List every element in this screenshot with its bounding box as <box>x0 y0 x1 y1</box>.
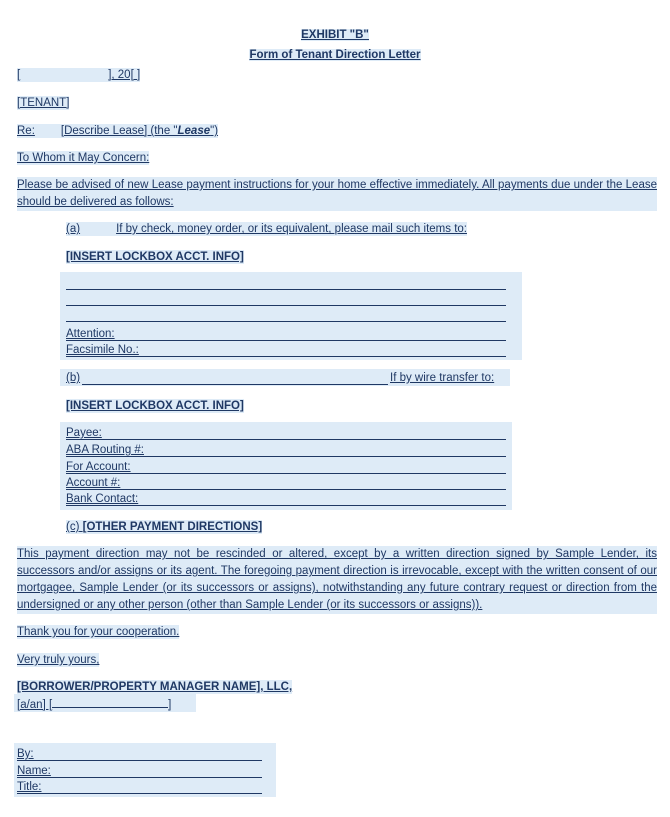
blank-line-1 <box>66 289 506 290</box>
aba-routing-label: ABA Routing #: <box>66 444 144 456</box>
title-label: Title: <box>17 781 42 793</box>
for-account-line <box>66 473 506 474</box>
signatory-name: [BORROWER/PROPERTY MANAGER NAME], LLC, <box>17 681 293 693</box>
option-a-label: (a) <box>66 223 81 235</box>
date-suffix: ], 20[ ] <box>108 69 141 81</box>
option-b-blank <box>82 384 388 385</box>
closing-line: Very truly yours, <box>17 654 100 666</box>
bank-contact-line <box>66 505 506 506</box>
facsimile-label: Facsimile No.: <box>66 344 139 356</box>
attention-line <box>66 340 506 341</box>
facsimile-line <box>66 356 506 357</box>
blank-line-2 <box>66 305 506 306</box>
name-line <box>17 777 262 778</box>
signature-shade <box>14 743 276 797</box>
option-a-lockbox: [INSERT LOCKBOX ACCT. INFO] <box>66 251 244 263</box>
payee-label: Payee: <box>66 427 102 439</box>
re-text-suffix: ") <box>210 125 219 137</box>
by-line <box>17 760 262 761</box>
date-line <box>17 68 140 82</box>
re-text-prefix: [Describe Lease] (the " <box>60 125 178 137</box>
entity-type-line <box>17 697 171 712</box>
form-title: Form of Tenant Direction Letter <box>249 49 421 61</box>
date-open-bracket: [ <box>17 69 21 81</box>
re-line <box>17 124 218 138</box>
option-a-line <box>66 222 467 236</box>
blank-line-3 <box>66 321 506 322</box>
option-b-lockbox: [INSERT LOCKBOX ACCT. INFO] <box>66 400 244 412</box>
title-line <box>17 793 262 794</box>
exhibit-title: EXHIBIT "B" <box>301 29 369 41</box>
name-label: Name: <box>17 765 51 777</box>
by-label: By: <box>17 748 34 760</box>
payee-line <box>66 439 506 440</box>
body-paragraph: This payment direction may not be rescinded or altered, except by a written direction signed by Sample Lender, its successors and/or assigns or its agent. The foregoing payment direction is irrevocable, except with the written consent of our mortgagee, Sample Lender (or its successors or assigns), notwithstanding any future contrary request or direction from the undersigned or any other person (other than Sample Lender (or its successors or assigns)). <box>17 546 657 614</box>
attention-label: Attention: <box>66 328 115 340</box>
tenant-placeholder: [TENANT] <box>17 97 70 109</box>
option-b-label: (b) <box>66 372 81 384</box>
option-c-line <box>66 520 262 534</box>
account-number-line <box>66 489 506 490</box>
re-label: Re: <box>17 125 35 137</box>
entity-type-suffix: ] <box>168 699 172 711</box>
account-number-label: Account #: <box>66 477 121 489</box>
option-b-text: If by wire transfer to: <box>390 372 495 384</box>
for-account-label: For Account: <box>66 461 131 473</box>
salutation: To Whom it May Concern: <box>17 152 150 164</box>
thanks-line: Thank you for your cooperation. <box>17 626 180 638</box>
option-c-label: (c) <box>66 521 80 533</box>
bank-contact-label: Bank Contact: <box>66 493 139 505</box>
intro-paragraph: Please be advised of new Lease payment instructions for your home effective immediately. All payments due under the Lease should be delivered as follows: <box>17 177 657 211</box>
option-c-text: [OTHER PAYMENT DIRECTIONS] <box>82 521 263 533</box>
entity-type-prefix: [a/an] [ <box>17 699 53 711</box>
aba-routing-line <box>66 456 506 457</box>
re-lease-word: Lease <box>177 125 211 137</box>
option-a-text: If by check, money order, or its equivalent, please mail such items to: <box>116 223 467 235</box>
